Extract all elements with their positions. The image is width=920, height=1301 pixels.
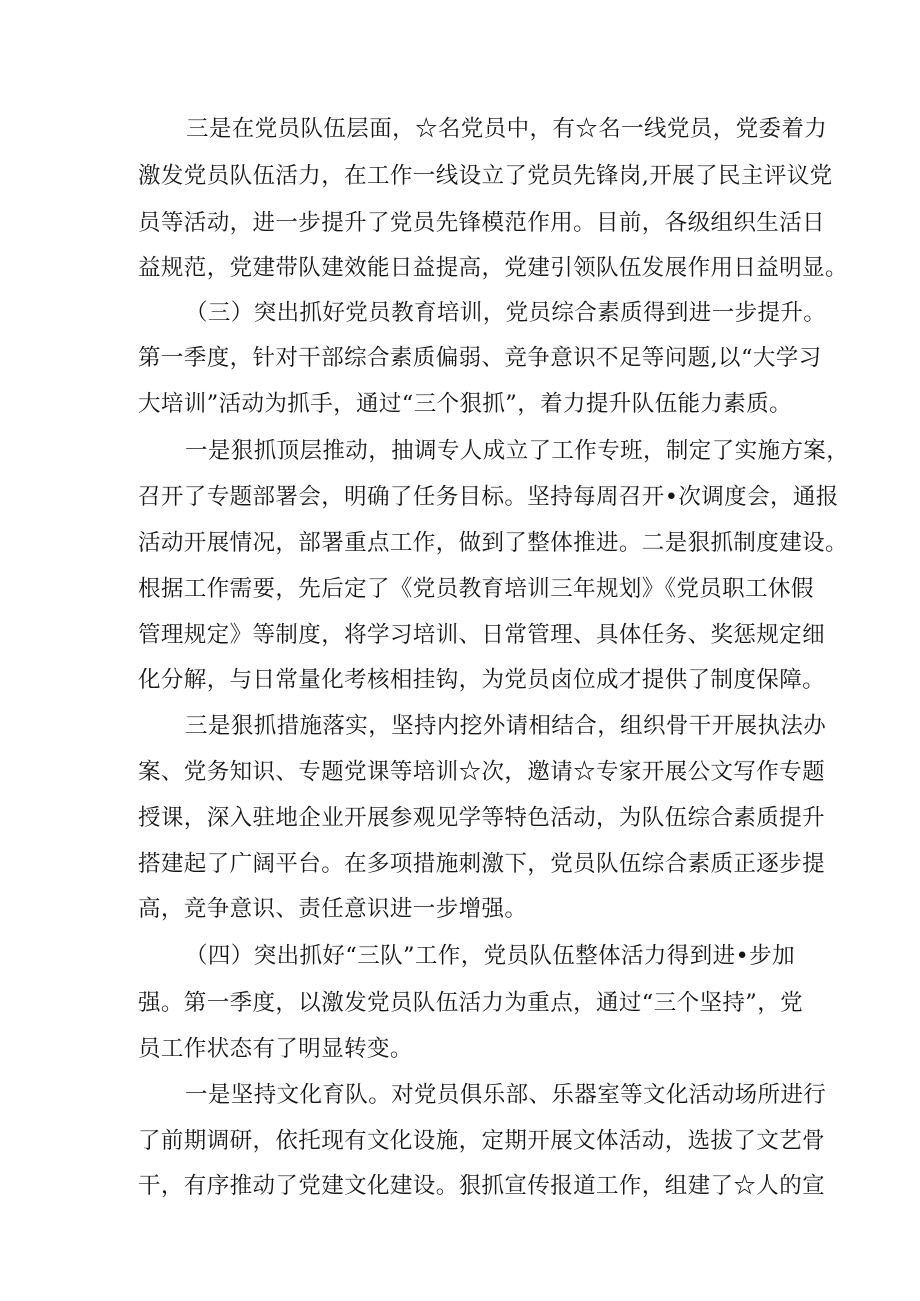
text-line: 一是坚持文化育队。对党员俱乐部、乐器室等文化活动场所进行 (185, 1082, 827, 1108)
text-line: 员工作状态有了明显转变。 (138, 1036, 413, 1062)
text-line: 了前期调研，依托现有文化设施，定期开展文体活动，选拔了文艺骨 (138, 1128, 826, 1154)
text-line: 案、党务知识、专题党课等培训☆次，邀请☆专家开展公文写作专题 (138, 759, 826, 785)
text-line: 召开了专题部署会，明确了任务目标。坚持每周召开•次调度会，通报 (138, 484, 839, 510)
text-line: （三）突出抓好党员教育培训，党员综合素质得到进一步提升。 (185, 300, 827, 326)
text-line: 活动开展情况，部署重点工作，做到了整体推进。二是狠抓制度建设。 (138, 530, 848, 556)
text-line: 强。第一季度，以激发党员队伍活力为重点，通过“三个坚持”，党 (138, 990, 804, 1016)
text-line: 三是狠抓措施落实，坚持内挖外请相结合，组织骨干开展执法办 (185, 713, 827, 739)
text-line: 第一季度，针对干部综合素质偏弱、竞争意识不足等问题,以“大学习 (138, 345, 822, 371)
text-line: 搭建起了广阔平台。在多项措施刺激下，党员队伍综合素质正逐步提 (138, 851, 826, 877)
text-line: （四）突出抓好“三队”工作，党员队伍整体活力得到进•步加 (185, 943, 795, 969)
text-line: 激发党员队伍活力，在工作一线设立了党员先锋岗,开展了民主评议党 (138, 163, 833, 189)
text-line: 三是在党员队伍层面，☆名党员中，有☆名一线党员，党委着力 (186, 116, 828, 142)
text-line: 大培训”活动为抓手，通过“三个狠抓”，着力提升队伍能力素质。 (138, 391, 793, 417)
text-line: 益规范，党建带队建效能日益提高，党建引领队伍发展作用日益明显。 (138, 255, 848, 281)
text-line: 高，竞争意识、责任意识进一步增强。 (138, 896, 528, 922)
text-line: 一是狠抓顶层推动，抽调专人成立了工作专班，制定了实施方案， (185, 438, 850, 464)
text-line: 授课，深入驻地企业开展参观见学等特色活动，为队伍综合素质提升 (138, 805, 826, 831)
text-line: 干，有序推动了党建文化建设。狠抓宣传报道工作，组建了☆人的宣 (138, 1173, 826, 1199)
text-line: 员等活动，进一步提升了党员先锋模范作用。目前，各级组织生活日 (138, 210, 826, 236)
text-line: 化分解，与日常量化考核相挂钩，为党员卤位成才提供了制度保障。 (138, 667, 826, 693)
text-line: 根据工作需要，先后定了《党员教育培训三年规划》《党员职工休假 (138, 576, 814, 602)
text-line: 管理规定》等制度，将学习培训、日常管理、具体任务、奖惩规定细 (138, 622, 826, 648)
